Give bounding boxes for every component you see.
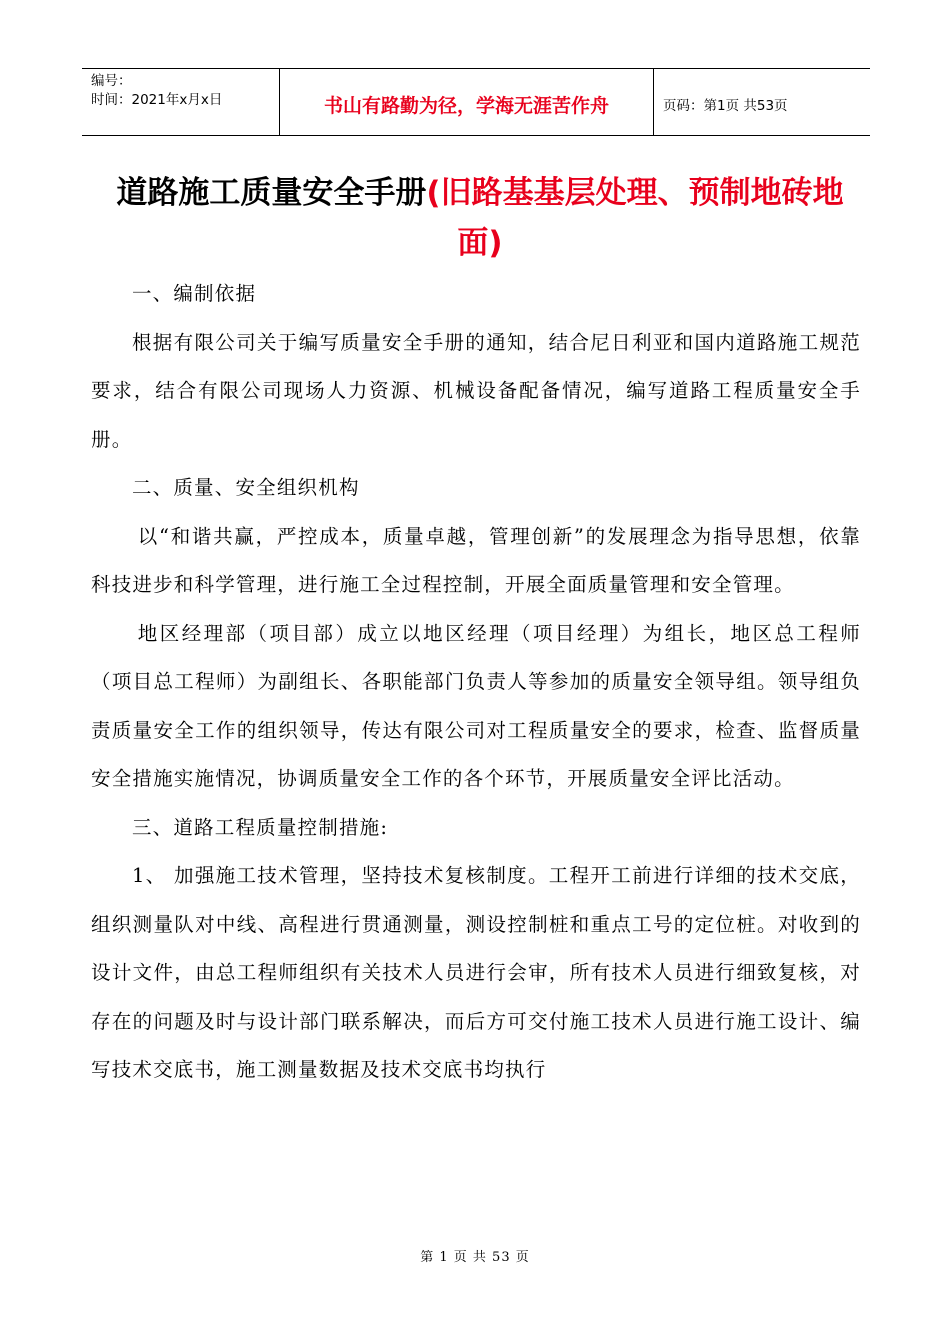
section-heading-quality-control: 三、道路工程质量控制措施: [131, 815, 389, 839]
header-motto: 书山有路勤为径，学海无涯苦作舟 [280, 69, 654, 135]
paragraph-technical-management: 1、 加强施工技术管理，坚持技术复核制度。工程开工前进行详细的技术交底，组织测量队对中线、高程进行贯通测量，测设控制桩和重点工号的定位桩。对收到的设计文件，由总工程师组织有关技术人员进行会审，所有技术人员进行细致复核，对存在的问题及时与设计部门联系解决，而后方可交付施工技术人员进行施工设计、编写技术交底书，施工测量数据及技术交底书均执行 [91, 864, 861, 1081]
header-page-info: 页码：第1页 共53页 [663, 98, 788, 114]
paragraph-leadership: 地区经理部（项目部）成立以地区经理（项目经理）为组长，地区总工程师（项目总工程师）为副组长、各职能部门负责人等参加的质量安全领导组。领导组负责质量安全工作的组织领导，传达有限公司对工程质量安全的要求，检查、监督质量安全措施实施情况，协调质量安全工作的各个环节，开展质量安全评比活动。 [91, 621, 861, 790]
paragraph-philosophy: 以“和谐共赢，严控成本，质量卓越，管理创新”的发展理念为指导思想，依靠科技进步和科学管理，进行施工全过程控制，开展全面质量管理和安全管理。 [91, 524, 861, 596]
section-heading-organization: 二、质量、安全组织机构 [131, 476, 360, 499]
header-table [82, 68, 870, 136]
section-heading-basis: 一、编制依据 [131, 282, 257, 305]
document-body [91, 270, 861, 1095]
number-label: 编号： [91, 73, 132, 89]
header-meta-cell [82, 69, 280, 135]
page-footer: 第 1 页 共 53 页 [420, 1250, 530, 1265]
title-subtitle: (旧路基基层处理、预制地砖地面) [426, 175, 844, 261]
paragraph-basis: 根据有限公司关于编写质量安全手册的通知，结合尼日利亚和国内道路施工规范要求，结合有限公司现场人力资源、机械设备配备情况，编写道路工程质量安全手册。 [91, 330, 861, 451]
title-main: 道路施工质量安全手册 [116, 175, 427, 211]
document-title [100, 168, 860, 268]
date-label: 时间：2021年x月x日 [91, 92, 223, 108]
